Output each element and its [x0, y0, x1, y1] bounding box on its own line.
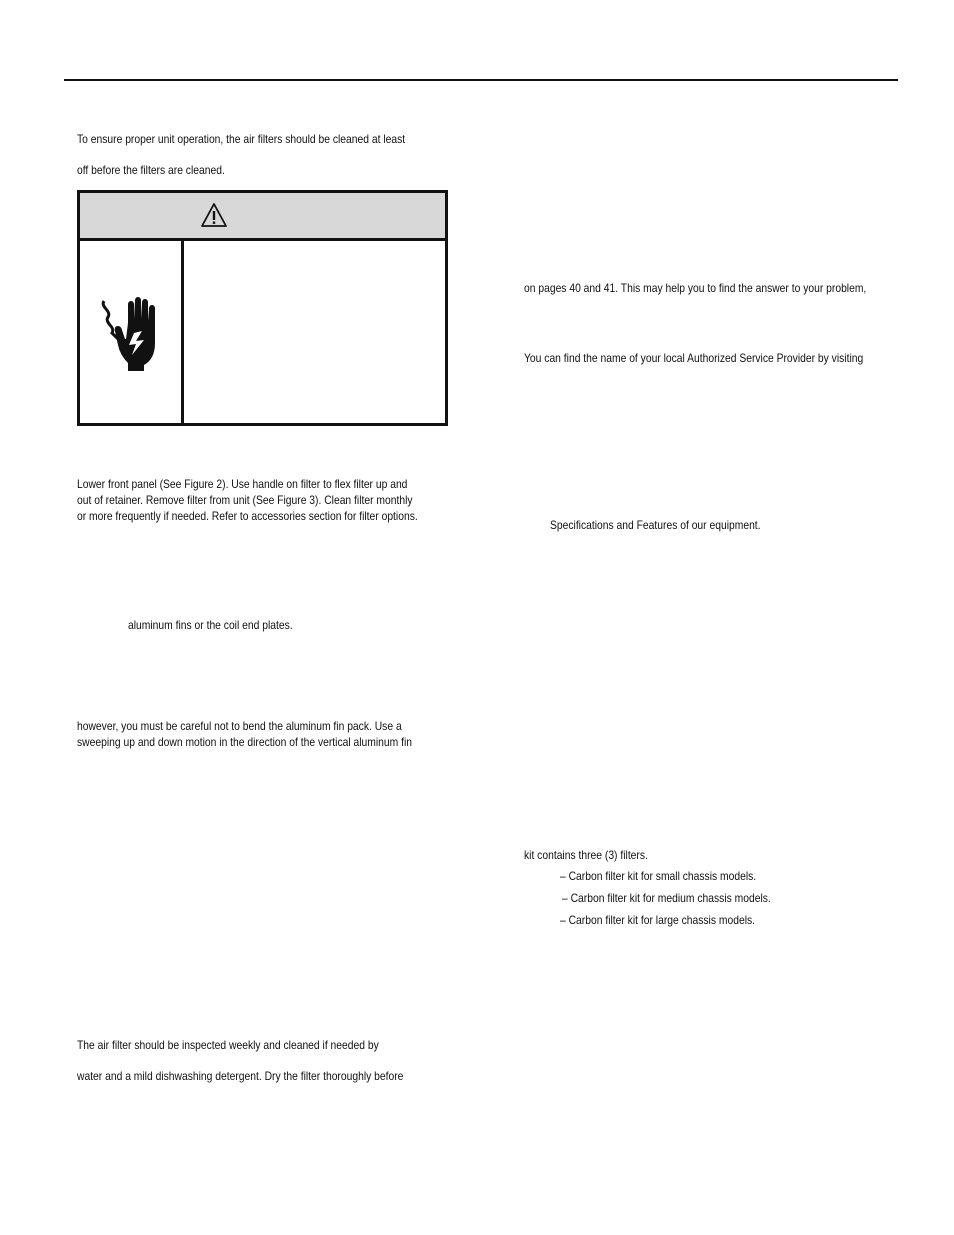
warning-box	[77, 190, 448, 426]
left-paragraph-2-line-3: or more frequently if needed. Refer to accessories section for filter options.	[77, 509, 418, 523]
left-paragraph-3: aluminum fins or the coil end plates.	[128, 618, 293, 632]
electric-shock-hand-icon	[98, 293, 162, 373]
left-paragraph-2-line-2: out of retainer. Remove filter from unit (See Figure 3). Clean filter monthly	[77, 493, 413, 507]
right-paragraph-2: You can find the name of your local Authorized Service Provider by visiting	[524, 351, 864, 365]
left-paragraph-4-line-2: sweeping up and down motion in the direction of the vertical aluminum fin	[77, 735, 413, 749]
left-paragraph-5-line-1: The air filter should be inspected weekly and cleaned if needed by	[77, 1038, 379, 1052]
header-rule	[64, 79, 898, 81]
kit-intro: kit contains three (3) filters.	[524, 848, 648, 862]
right-paragraph-1: on pages 40 and 41. This may help you to find the answer to your problem,	[524, 281, 867, 295]
warning-triangle-icon	[200, 202, 228, 228]
left-paragraph-4-line-1: however, you must be careful not to bend the aluminum fin pack. Use a	[77, 719, 402, 733]
left-paragraph-2-line-1: Lower front panel (See Figure 2). Use handle on filter to flex filter up and	[77, 477, 408, 491]
kit-item-large: – Carbon filter kit for large chassis models.	[560, 913, 756, 927]
left-paragraph-1-line-1: To ensure proper unit operation, the air filters should be cleaned at least	[77, 132, 406, 146]
warning-divider	[181, 241, 184, 423]
kit-item-medium: – Carbon filter kit for medium chassis models.	[562, 891, 771, 905]
right-paragraph-3: Specifications and Features of our equipment.	[550, 518, 761, 532]
warning-header	[80, 193, 445, 241]
kit-item-small: – Carbon filter kit for small chassis models.	[560, 869, 757, 883]
left-paragraph-5-line-2: water and a mild dishwashing detergent. Dry the filter thoroughly before	[77, 1069, 404, 1083]
left-paragraph-1-line-2: off before the filters are cleaned.	[77, 163, 225, 177]
